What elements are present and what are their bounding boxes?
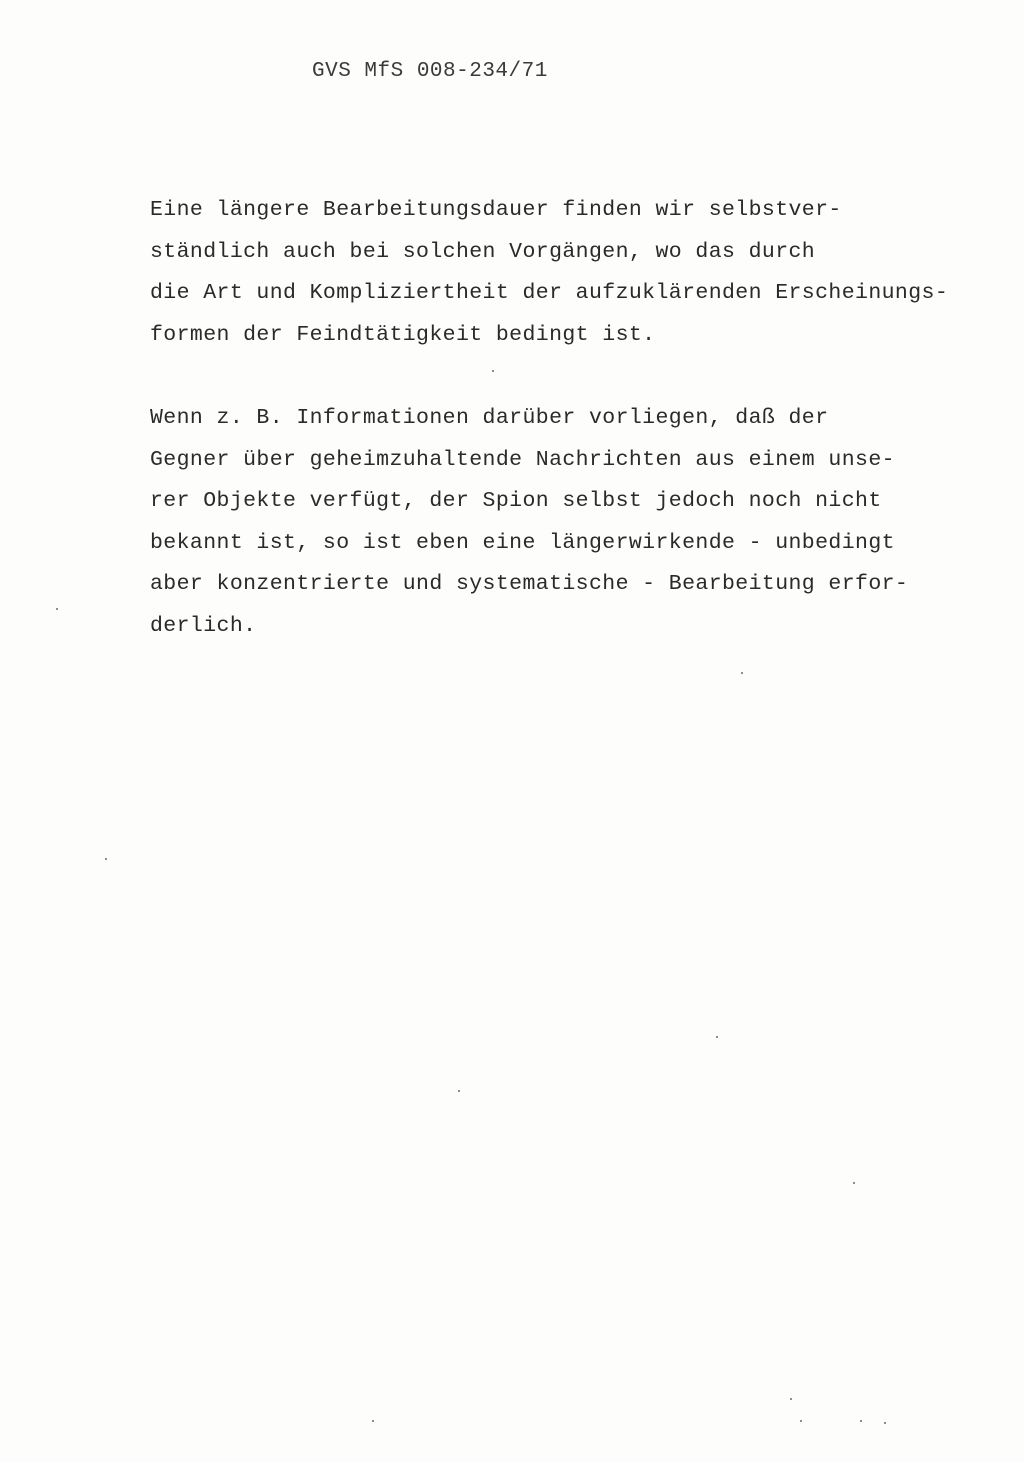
scan-speck xyxy=(800,1420,802,1422)
text-line: ständlich auch bei solchen Vorgängen, wo das durch xyxy=(150,239,816,264)
scan-speck xyxy=(716,1036,718,1038)
scan-speck xyxy=(458,1090,460,1092)
text-line: aber konzentrierte und systematische - Bearbeitung erfor- xyxy=(150,572,909,596)
text-line: bekannt ist, so ist eben eine längerwirkende - unbedingt xyxy=(150,530,895,555)
paragraph-1 xyxy=(150,190,970,356)
scan-speck xyxy=(884,1422,886,1424)
text-line: Gegner über geheimzuhaltende Nachrichten aus einem unse- xyxy=(150,447,895,472)
scan-speck xyxy=(860,1420,862,1422)
scan-speck xyxy=(741,672,743,674)
scan-speck xyxy=(56,608,58,610)
text-line: formen der Feindtätigkeit bedingt ist. xyxy=(150,322,656,347)
scan-speck xyxy=(492,370,494,372)
text-line: Wenn z. B. Informationen darüber vorliegen, daß der xyxy=(150,406,829,430)
text-line: derlich. xyxy=(150,613,257,638)
scan-speck xyxy=(790,1398,792,1400)
document-reference: GVS MfS 008-234/71 xyxy=(312,60,548,83)
scan-speck xyxy=(372,1420,374,1422)
text-line: Eine längere Bearbeitungsdauer finden wir selbstver- xyxy=(150,198,842,222)
scan-speck xyxy=(853,1182,855,1184)
text-line: rer Objekte verfügt, der Spion selbst jedoch noch nicht xyxy=(150,489,882,513)
scan-speck xyxy=(105,858,107,860)
paragraph-2 xyxy=(150,398,970,647)
text-line: die Art und Kompliziertheit der aufzuklärenden Erscheinungs- xyxy=(150,281,949,305)
